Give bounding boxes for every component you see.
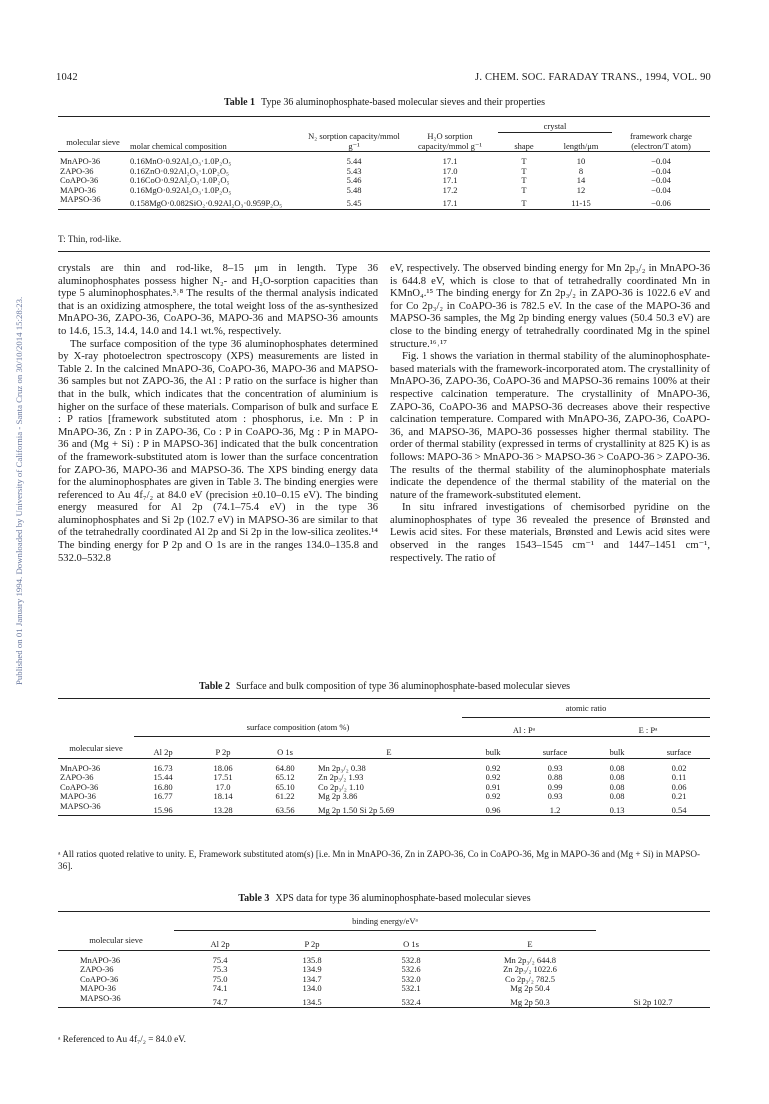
table2-body [58, 758, 710, 816]
table-cell: Co 2p₃/₂ 782.5 [504, 973, 556, 984]
table-cell: ZAPO-36 [80, 964, 114, 975]
table-cell: ZAPO-36 [60, 165, 94, 176]
table-cell: 134.9 [302, 964, 322, 975]
table-cell: 15.44 [153, 772, 173, 783]
table-cell: 134.7 [302, 973, 322, 984]
table3-header-sieve: molecular sieve [89, 935, 143, 946]
table-cell: 0.158MgO·0.082SiO₂·0.92Al₂O₃·0.959P₂O₅ [130, 198, 283, 209]
table-cell: MAPO-36 [80, 983, 116, 994]
table-cell: 10 [576, 156, 586, 167]
table2-header-ep-surface: surface [666, 747, 692, 758]
table-cell: 11-15 [571, 198, 591, 209]
page-number: 1042 [56, 72, 78, 83]
table2-header-alp-bulk: bulk [485, 747, 501, 758]
table-cell: 0.96 [485, 804, 501, 815]
table-cell: 17.1 [442, 175, 458, 186]
body-right-column [390, 263, 710, 565]
table-cell: 65.10 [275, 781, 295, 792]
table1-header-sieve: molecular sieve [66, 136, 120, 147]
table1-header-charge: framework charge (electron/T atom) [630, 131, 692, 151]
table2-header-e: E [386, 747, 392, 758]
table-cell: 17.0 [215, 781, 231, 792]
table2-header-ep-bulk: bulk [609, 747, 625, 758]
table-cell: 18.14 [213, 791, 233, 802]
table-cell: 65.12 [275, 772, 295, 783]
download-side-note: Published on 01 January 1994. Downloaded by University of California - Santa Cruz on 30/10/2014 15:28:23. [14, 296, 24, 685]
table1-header-length: length/μm [563, 140, 599, 151]
table-cell: 17.0 [442, 165, 458, 176]
table2-caption-text: Surface and bulk composition of type 36 aluminophosphate-based molecular sieves [235, 681, 571, 692]
table-cell: CoAPO-36 [60, 781, 99, 792]
table-cell [596, 975, 710, 985]
table-cell: T [521, 165, 527, 176]
table-cell: 0.91 [485, 781, 501, 792]
table-cell: 532.0 [401, 973, 421, 984]
table-cell: 12 [576, 184, 586, 195]
table-cell: MAPSO-36 [80, 992, 121, 1003]
table-cell: 17.2 [442, 184, 458, 195]
table-cell: MnAPO-36 [60, 762, 101, 773]
table-cell: 74.1 [212, 983, 228, 994]
table-cell: 14 [576, 175, 586, 186]
table-cell: 0.92 [485, 791, 501, 802]
table-cell: 0.54 [671, 804, 687, 815]
table-cell: MAPSO-36 [60, 194, 101, 205]
paragraph: In situ infrared investigations of chemisorbed pyridine on the aluminophosphates of type 36 revealed the presence of Brønsted and Lewis acid sites. For these materials, Brønsted and Lewis acid sites were observed in the ranges 1543–1545 cm⁻¹ and 1447–1451 cm⁻¹, respectively. The ratio of [390, 502, 710, 564]
table-cell: 0.02 [671, 762, 687, 773]
table3-group-binding: binding energy/eVᵃ [174, 912, 596, 931]
table3-label: Table 3 [238, 893, 270, 904]
table2-header-o1s: O 1s [277, 747, 293, 758]
table-cell: MAPSO-36 [60, 800, 101, 811]
table-cell: 0.11 [671, 772, 687, 783]
table-cell: T [521, 198, 527, 209]
table-cell: 15.96 [153, 804, 173, 815]
table2-group-alp: Al : Pᵃ [462, 717, 586, 736]
table-cell: 75.4 [212, 954, 228, 965]
table2-header-sieve: molecular sieve [69, 743, 123, 754]
table-cell: 75.0 [212, 973, 228, 984]
table3 [58, 911, 710, 1008]
table3-header-e: E [527, 939, 533, 950]
table-cell: 17.1 [442, 156, 458, 167]
table-cell: T [521, 184, 527, 195]
table-cell: 0.99 [547, 781, 563, 792]
table2-header-p2p: P 2p [215, 747, 231, 758]
table1-body [58, 152, 710, 210]
table-cell: T [521, 175, 527, 186]
paragraph: crystals are thin and rod-like, 8–15 μm in length. Type 36 aluminophosphates possess higher N₂- and H₂O-sorption capacities than type 5 aluminophosphates.³˒⁸ The results of the thermal analysis indicated that is an oxidizing atmosphere, the total weight loss of the as-synthesized MnAPO-36, ZAPO-36, CoAPO-36, MAPO-36 and MAPSO-36 amounts to 14.6, 15.3, 14.4, 14.0 and 14.1 wt.%, respectively. [58, 263, 378, 337]
table2-label: Table 2 [198, 681, 230, 692]
table-cell: 5.46 [346, 175, 362, 186]
table1 [58, 116, 710, 210]
table-cell: Mg 2p 1.50 Si 2p 5.69 [318, 804, 395, 815]
table1-caption [0, 97, 769, 108]
table1-bottom-rule [58, 251, 710, 252]
table-cell: Mn 2p₃/₂ 644.8 [504, 954, 556, 965]
table-cell: 63.56 [275, 804, 295, 815]
table1-header-h2o: H₂O sorption capacity/mmol g⁻¹ [418, 131, 482, 151]
table-cell: 13.28 [213, 804, 233, 815]
table2-caption [0, 681, 769, 692]
table-cell: Mg 2p 3.86 [318, 791, 358, 802]
table2-header-al2p: Al 2p [153, 747, 173, 758]
table2 [58, 698, 710, 816]
table-cell: 61.22 [275, 791, 295, 802]
table2-group-surface: surface composition (atom %) [134, 717, 462, 736]
table3-header-o1s: O 1s [403, 939, 419, 950]
table-cell: 0.92 [485, 772, 501, 783]
table-cell: 0.21 [671, 791, 687, 802]
table-cell: −0.06 [651, 198, 671, 209]
table-cell: 17.51 [213, 772, 233, 783]
table-cell: Mg 2p 50.4 [510, 983, 550, 994]
table-cell [596, 950, 710, 965]
table-cell: MAPO-36 [60, 791, 96, 802]
table-cell: 134.0 [302, 983, 322, 994]
table-cell: 532.1 [401, 983, 421, 994]
table-cell: CoAPO-36 [80, 973, 119, 984]
table-cell: 18.06 [213, 762, 233, 773]
table-cell: 0.08 [609, 762, 625, 773]
table-cell: 5.45 [346, 198, 362, 209]
table-cell: 16.73 [153, 762, 173, 773]
paragraph: Fig. 1 shows the variation in thermal stability of the aluminophosphate-based materials with the framework-incorporated atom. The crystallinity of MnAPO-36, ZAPO-36, CoAPO-36 and MAPSO-36 remains 100% at their respective calcination temperature. The crystallinity of MnAPO-36, ZAPO-36, CoAPO-36 and MAPSO-36 decreases above their respective calcination temperature. Compared with MnAPO-36, ZAPO-36, CoAPO-36, and MAPSO-36, MAPO-36 possesses higher thermal stability. The order of thermal stability (expressed in terms of crystallinity at 825 K) is as follows: MAPO-36 > MnAPO-36 > MAPSO-36 > CoAPO-36 > ZAPO-36. The results of the thermal stability of the aluminophosphate materials indicate the dependence of the thermal stability of the material on the nature of the framework-substituted element. [390, 351, 710, 501]
table-cell: −0.04 [651, 184, 671, 195]
table-cell: Si 2p 102.7 [633, 996, 673, 1007]
table-cell [596, 965, 710, 975]
table-cell: Mg 2p 50.3 [510, 996, 550, 1007]
table2-footnote: ᵃ All ratios quoted relative to unity. E, Framework substituted atom(s) [i.e. Mn in MnAPO-36, Zn in ZAPO-36, Co in CoAPO-36, Mg in MAPO-36 and (Mg + Si) in MAPSO-36]. [58, 849, 701, 871]
table-cell: 17.1 [442, 198, 458, 209]
table-cell: MnAPO-36 [80, 954, 121, 965]
table-cell: Co 2p₃/₂ 1.10 [318, 781, 364, 792]
table-cell [596, 984, 710, 994]
table2-header-alp-surface: surface [542, 747, 568, 758]
table-cell: 532.4 [401, 996, 421, 1007]
table-cell: MAPO-36 [60, 184, 96, 195]
paragraph: The surface composition of the type 36 aluminophosphates determined by X-ray photoelectron spectroscopy (XPS) measurements are listed in Table 2. In the calcined MnAPO-36, CoAPO-36, MAPO-36 and MAPSO-36 samples but not ZAPO-36, the Al : P ratio on the surface is higher than that in the bulk, which indicates that the concentration of aluminium is higher on the surface of these materials. Comparison of bulk and surface E : P ratios [framework substituted atom : phosphorus, i.e. Mn : P in MnAPO-36, Zn : P in ZAPO-36, Co : P in CoAPO-36, Mg : P in MAPO-36 and (Mg + Si) : P in MAPSO-36] indicated that the bulk concentration of the framework-substituted atom is lower than the surface concentration for ZAPO-36, MAPO-36 and MAPSO-36. The XPS binding energy data for the aluminophosphates are given in Table 3. The binding energies were referenced to Au 4f₇/₂ at 84.0 eV (precision ±0.10–0.15 eV). The binding energy measured for Al 2p (74.1–75.4 eV) in the type 36 aluminophosphates and Si 2p (102.7 eV) in MAPSO-36 are similar to that of the tetrahedrally coordinated Al 2p and Si 2p in the low-silica zeolites.¹⁴ The binding energy for P 2p and O 1s are in the ranges 134.0–135.8 and 532.0–532.8 [58, 338, 378, 564]
table-cell: 0.08 [609, 781, 625, 792]
table-cell: 5.43 [346, 165, 362, 176]
table3-body [58, 950, 710, 1008]
table-cell: 0.16MgO·0.92Al₂O₃·1.0P₂O₅ [130, 184, 232, 195]
table-cell: 8 [578, 165, 584, 176]
paragraph: eV, respectively. The observed binding energy for Mn 2p₃/₂ in MnAPO-36 is 644.8 eV, which is close to that of tetrahedrally coordinated Mn in KMnO₄.¹⁵ The binding energy for Zn 2p₃/₂ in ZAPO-36 is 1022.6 eV and for Co 2p₃/₂ in CoAPO-36 is 782.5 eV. In the case of the MAPO-36 and MAPSO-36 samples, the Mg 2p binding energy values (50.4 50.3 eV) are close to the binding energy of tetrahedrally coordinated Mg in the spinel structure.¹⁶˒¹⁷ [390, 263, 710, 350]
table-cell: 0.13 [609, 804, 625, 815]
table-cell: 0.93 [547, 791, 563, 802]
table1-footnote: T: Thin, rod-like. [58, 234, 122, 244]
table-cell: Zn 2p₃/₂ 1022.6 [503, 964, 557, 975]
table-cell: 64.80 [275, 762, 295, 773]
table-cell: 532.8 [401, 954, 421, 965]
table-cell: 0.93 [547, 762, 563, 773]
table-cell: 135.8 [302, 954, 322, 965]
table-cell: 0.92 [485, 762, 501, 773]
table-cell: 75.3 [212, 964, 228, 975]
table2-group-ep: E : Pᵃ [586, 717, 710, 736]
table-cell: 1.2 [549, 804, 561, 815]
table-cell: 532.6 [401, 964, 421, 975]
table-cell: Mn 2p₃/₂ 0.38 [318, 762, 366, 773]
table-cell: 16.80 [153, 781, 173, 792]
table-cell: −0.04 [651, 165, 671, 176]
table-cell: 0.08 [609, 772, 625, 783]
table-cell: 0.06 [671, 781, 687, 792]
table-cell: Zn 2p₃/₂ 1.93 [318, 772, 364, 783]
table-cell: 74.7 [212, 996, 228, 1007]
table-cell: −0.04 [651, 156, 671, 167]
table-cell: −0.04 [651, 175, 671, 186]
table-cell: 0.16CoO·0.92Al₂O₃·1.0P₂O₅ [130, 175, 230, 186]
table1-header-composition: molar chemical composition [130, 140, 227, 151]
table3-caption [0, 893, 769, 904]
body-left-column [58, 263, 378, 565]
table1-caption-text: Type 36 aluminophosphate-based molecular sieves and their properties [261, 97, 545, 108]
table1-label: Table 1 [224, 97, 256, 108]
table3-footnote: ᵃ Referenced to Au 4f₇/₂ = 84.0 eV. [58, 1034, 186, 1044]
table-cell: 0.08 [609, 791, 625, 802]
table1-header-n2: N₂ sorption capacity/mmol g⁻¹ [308, 131, 400, 151]
table-cell: MnAPO-36 [60, 156, 101, 167]
table-cell: CoAPO-36 [60, 175, 99, 186]
table3-header-al2p: Al 2p [210, 939, 230, 950]
table-cell: 0.16MnO·0.92Al₂O₃·1.0P₂O₅ [130, 156, 232, 167]
table-cell: 0.16ZnO·0.92Al₂O₃·1.0P₂O₅ [130, 165, 229, 176]
table-cell: 0.88 [547, 772, 563, 783]
table-cell: 16.77 [153, 791, 173, 802]
table3-caption-text: XPS data for type 36 aluminophosphate-based molecular sieves [275, 893, 531, 904]
table-cell: ZAPO-36 [60, 772, 94, 783]
table3-header-extra [596, 930, 710, 950]
table1-group-crystal: crystal [498, 117, 612, 133]
table-cell: 5.48 [346, 184, 362, 195]
table1-header-shape: shape [514, 140, 534, 151]
table-cell: 5.44 [346, 156, 362, 167]
table3-header-p2p: P 2p [304, 939, 320, 950]
journal-running-head: J. CHEM. SOC. FARADAY TRANS., 1994, VOL. 90 [475, 72, 711, 83]
table2-group-atomic: atomic ratio [462, 699, 710, 718]
table-cell: T [521, 156, 527, 167]
table-cell: 134.5 [302, 996, 322, 1007]
